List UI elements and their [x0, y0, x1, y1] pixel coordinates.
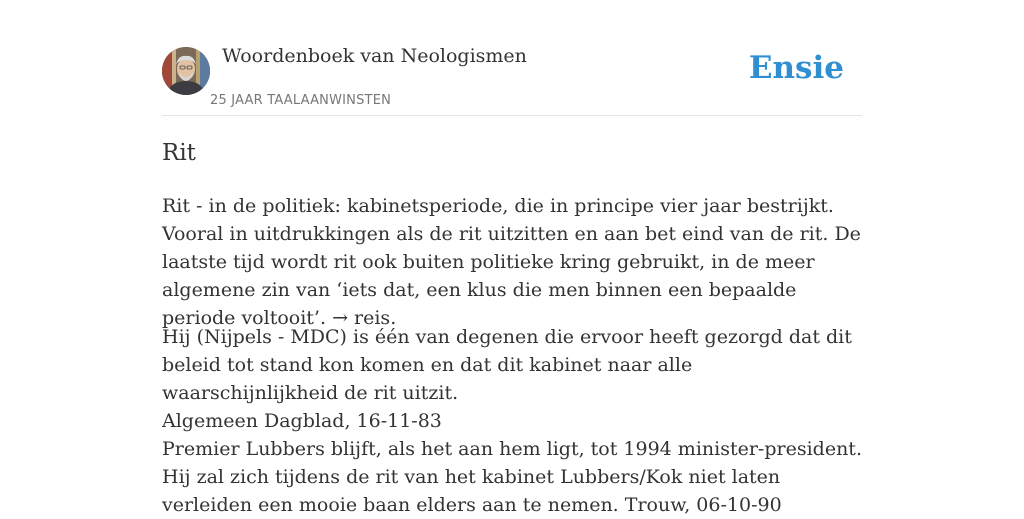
citation-quote	[162, 435, 862, 519]
citation-text: Premier Lubbers blijft, als het aan hem ligt, tot 1994 minister-president. Hij zal zich tijdens de rit van het kabinet Lubbers/Kok niet laten verleiden een mooie baan elders aan te nemen.	[162, 438, 862, 516]
header	[162, 0, 862, 116]
ensie-logo-link[interactable]: Ensie	[748, 50, 844, 86]
citation-source: Trouw, 06-10-90	[624, 494, 782, 516]
entry-definition	[162, 192, 862, 332]
author-avatar[interactable]	[162, 47, 210, 95]
book-subtitle: 25 JAAR TAALAANWINSTEN	[210, 93, 392, 108]
entry-title: Rit	[162, 140, 196, 166]
definition-text: Rit - in de politiek: kabinetsperiode, die in principe vier jaar bestrijkt. Vooral in uitdrukkingen als de rit uitzitten en aan bet eind van de rit. De laatste tijd wordt rit ook buiten politieke kring gebruikt, in de meer algemene zin van ‘iets dat, een klus die men binnen een bepaalde periode voltooit’.	[162, 195, 861, 329]
see-also-arrow-icon: →	[332, 307, 348, 329]
book-title[interactable]: Woordenboek van Neologismen	[222, 45, 527, 67]
author-portrait-icon	[162, 47, 210, 95]
page-content	[162, 0, 862, 516]
see-also-period: .	[390, 307, 397, 329]
citation-quote	[162, 323, 862, 435]
citation-text: Hij (Nijpels - MDC) is één van degenen die ervoor heeft gezorgd dat dit beleid tot stand kon komen en dat dit kabinet naar alle waarschijnlijkheid de rit uitzit.	[162, 326, 852, 404]
see-also-link-reis[interactable]: reis	[354, 307, 391, 329]
citation-source: Algemeen Dagblad, 16-11-83	[162, 410, 442, 432]
